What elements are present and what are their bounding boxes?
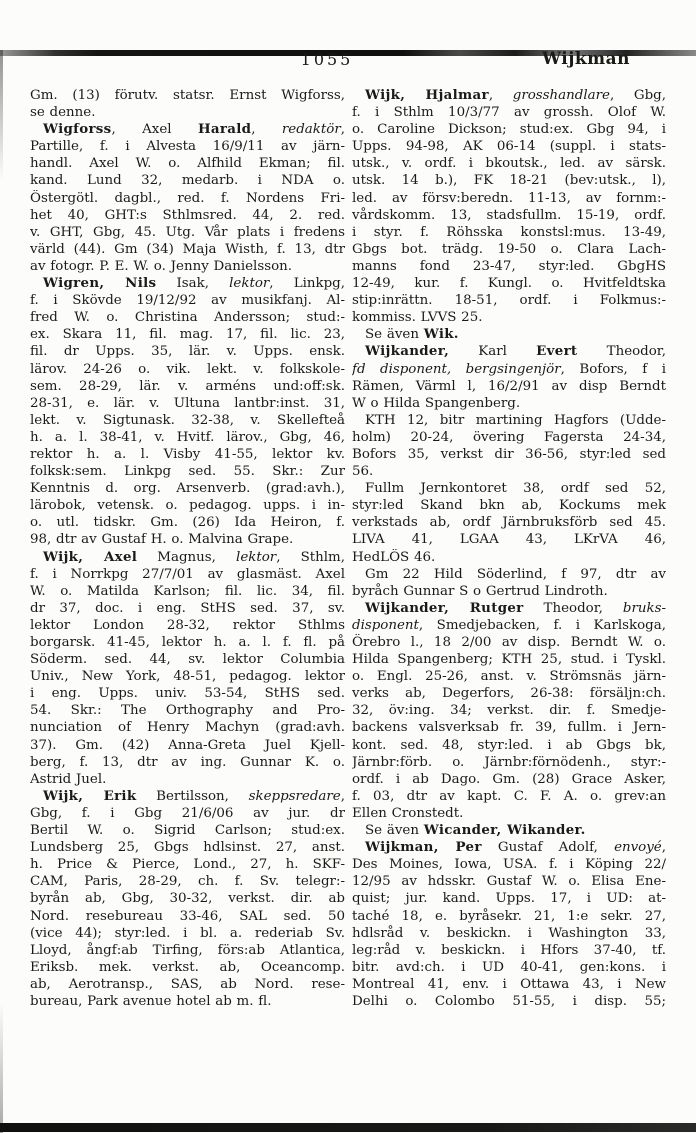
text-line: led. av försv:beredn. 11-13, av fornm:-: [352, 190, 666, 206]
text-line: sem. 28-29, lär. v. arméns und:off:sk.: [30, 378, 345, 394]
text-line: lärov. 24-26 o. vik. lekt. v. folkskole-: [30, 361, 345, 377]
text-line: 12/95 av hdsskr. Gustaf W. o. Elisa Ene-: [352, 874, 666, 890]
text-line: Gbgs bot. trädg. 19-50 o. Clara Lach-: [352, 241, 666, 257]
text-line: Lundsberg 25, Gbgs hdlsinst. 27, anst.: [30, 840, 345, 856]
text-line: styr:led Skand bkn ab, Kockums mek: [352, 498, 666, 514]
text-line: Ellen Cronstedt.: [352, 805, 464, 821]
text-line: bureau, Park avenue hotel ab m. fl.: [30, 993, 272, 1009]
entry-paragraph: [352, 343, 666, 411]
text-line: Söderm. sed. 44, sv. lektor Columbia: [30, 652, 345, 668]
text-line: Östergötl. dagbl., red. f. Nordens Fri-: [30, 190, 345, 206]
text-line: f. i Sthlm 10/3/77 av grossh. Olof W.: [352, 105, 666, 121]
entry-paragraph: [352, 412, 666, 480]
text-line: av fotogr. P. E. W. o. Jenny Danielsson.: [30, 258, 293, 274]
text-line: Se även Wik.: [365, 326, 459, 343]
text-line: f. i Skövde 19/12/92 av musikfanj. Al-: [30, 293, 345, 309]
text-line: dr 37, doc. i eng. StHS sed. 37, sv.: [30, 600, 345, 616]
text-line: fil. dr Upps. 35, lär. v. Upps. ensk.: [30, 344, 345, 360]
text-line: i eng. Upps. univ. 53-54, StHS sed.: [30, 686, 345, 702]
text-line: 28-31, e. lär. v. Ultuna lantbr:inst. 31,: [30, 395, 345, 411]
text-line: värld (44). Gm (34) Maja Wisth, f. 13, dtr: [30, 241, 345, 257]
text-line: Wijkander, Rutger Theodor, bruks-: [365, 599, 666, 616]
text-line: handl. Axel W. o. Alfhild Ekman; fil.: [30, 156, 345, 172]
scan-edge-left: [0, 50, 3, 1133]
text-line: h. a. l. 38-41, v. Hvitf. lärov., Gbg, 46,: [30, 429, 345, 445]
text-line: Hilda Spangenberg; KTH 25, stud. i Tyskl.: [352, 652, 666, 668]
text-line: Astrid Juel.: [30, 771, 107, 787]
text-line: o. Engl. 25-26, anst. v. Strömsnäs järn-: [352, 669, 666, 685]
text-block: [30, 87, 666, 1010]
entry-paragraph: [352, 839, 666, 1010]
entry-paragraph: [30, 87, 345, 121]
text-line: CAM, Paris, 28-29, ch. f. Sv. telegr:-: [30, 874, 345, 890]
text-line: Bertil W. o. Sigrid Carlson; stud:ex.: [30, 823, 345, 839]
text-line: kommiss. LVVS 25.: [352, 310, 483, 326]
text-line: Fullm Jernkontoret 38, ordf sed 52,: [365, 481, 666, 497]
text-line: o. Caroline Dickson; stud:ex. Gbg 94, i: [352, 122, 666, 138]
text-line: verks ab, Degerfors, 26-38: försäljn:ch.: [352, 686, 666, 702]
entry-paragraph: [352, 87, 666, 326]
text-line: manns fond 23-47, styr:led. GbgHS: [352, 258, 666, 274]
text-line: HedLÖS 46.: [352, 549, 436, 565]
text-line: bitr. avd:ch. i UD 40-41, gen:kons. i: [352, 959, 666, 975]
text-line: lekt. v. Sigtunask. 32-38, v. Skellefteå: [30, 412, 345, 428]
text-line: i styr. f. Röhsska konstsl:mus. 13-49,: [352, 224, 666, 240]
text-line: Partille, f. i Alvesta 16/9/11 av järn-: [30, 139, 345, 155]
text-line: 37). Gm. (42) Anna-Greta Juel Kjell-: [30, 737, 345, 753]
text-line: Wijkman, Per Gustaf Adolf, envoyé,: [365, 839, 666, 856]
text-line: utsk., v. ordf. i bkoutsk., led. av särsk.: [352, 156, 666, 172]
text-line: 12-49, kur. f. Kungl. o. Hvitfeldtska: [352, 276, 666, 292]
text-line: borgarsk. 41-45, lektor h. a. l. f. fl. på: [30, 635, 345, 650]
text-line: ab, Aerotransp., SAS, ab Nord. rese-: [30, 976, 345, 992]
text-line: fred W. o. Christina Andersson; stud:-: [30, 310, 345, 326]
text-line: 32, öv:ing. 34; verkst. dir. f. Smedje-: [352, 703, 666, 719]
text-line: Bofors 35, verkst dir 36-56, styr:led sed: [352, 446, 666, 462]
scan-edge-bottom: [0, 1123, 696, 1132]
text-line: se denne.: [30, 105, 96, 121]
text-line: lärobok, vetensk. o. pedagog. upps. i in-: [30, 498, 345, 514]
text-line: 56.: [352, 464, 374, 480]
text-line: Wijkander, Karl Evert Theodor,: [365, 343, 666, 360]
text-line: Örebro l., 18 2/00 av disp. Berndt W. o.: [352, 635, 666, 650]
page-header: [0, 50, 696, 76]
entry-paragraph: [352, 600, 666, 822]
text-line: kont. sed. 48, styr:led. i ab Gbgs bk,: [352, 737, 666, 753]
text-line: leg:råd v. beskickn. i Hfors 37-40, tf.: [352, 942, 666, 958]
text-line: lektor London 28-32, rektor Sthlms: [30, 617, 345, 633]
text-line: backens valsverksab fr. 39, fullm. i Jern-: [352, 720, 666, 736]
text-line: Wigforss, Axel Harald, redaktör,: [43, 121, 345, 138]
text-line: Wijk, Hjalmar, grosshandlare, Gbg,: [365, 87, 666, 103]
text-line: het 40, GHT:s Sthlmsred. 44, 2. red.: [30, 207, 345, 223]
text-line: Kenntnis d. org. Arsenverb. (grad:avh.),: [30, 481, 345, 497]
text-line: byrån ab, Gbg, 30-32, verkst. dir. ab: [30, 891, 345, 907]
text-line: f. 03, dtr av kapt. C. F. A. o. grev:an: [352, 788, 666, 804]
text-line: f. i Norrkpg 27/7/01 av glasmäst. Axel: [30, 566, 345, 582]
text-line: berg, f. 13, dtr av ing. Gunnar K. o.: [30, 754, 345, 770]
text-line: Eriksb. mek. verkst. ab, Oceancomp.: [30, 959, 345, 975]
text-line: ex. Skara 11, fil. mag. 17, fil. lic. 23,: [30, 327, 345, 343]
entry-paragraph: [30, 121, 345, 275]
text-line: folksk:sem. Linkpg sed. 55. Skr.: Zur: [30, 464, 345, 480]
entry-paragraph: [30, 549, 345, 788]
text-line: v. GHT, Gbg, 45. Utg. Vår plats i fredens: [30, 224, 345, 240]
text-line: Montreal 41, env. i Ottawa 43, i New: [352, 976, 666, 992]
text-line: Lloyd, ångf:ab Tirfing, förs:ab Atlantica,: [30, 942, 345, 958]
text-line: Univ., New York, 48-51, pedagog. lektor: [30, 669, 345, 685]
text-line: quist; jur. kand. Upps. 17, i UD: at-: [352, 891, 666, 907]
text-line: vårdskomm. 13, stadsfullm. 15-19, ordf.: [352, 207, 666, 223]
text-line: Wigren, Nils Isak, lektor, Linkpg,: [43, 275, 345, 292]
text-line: Gm. (13) förutv. statsr. Ernst Wigforss,: [30, 88, 345, 103]
text-line: byråch Gunnar S o Gertrud Lindroth.: [352, 583, 608, 599]
entry-paragraph: [30, 275, 345, 549]
entry-paragraph: [352, 326, 666, 343]
entry-paragraph: [352, 566, 666, 600]
text-line: Des Moines, Iowa, USA. f. i Köping 22/: [352, 857, 666, 873]
left-column: [30, 87, 345, 1010]
page-number: 1055: [300, 50, 354, 69]
text-line: rektor h. a. l. Visby 41-55, lektor kv.: [30, 446, 345, 462]
text-line: Wijk, Erik Bertilsson, skeppsredare,: [43, 787, 345, 804]
text-line: utsk. 14 b.), FK 18-21 (bev:utsk., l),: [352, 173, 666, 189]
entry-paragraph: [30, 788, 345, 1010]
text-line: hdlsråd v. beskickn. i Washington 33,: [352, 925, 666, 941]
text-line: h. Price & Pierce, Lond., 27, h. SKF-: [30, 857, 345, 873]
text-line: fd disponent, bergsingenjör, Bofors, f i: [352, 361, 666, 377]
text-line: disponent, Smedjebacken, f. i Karlskoga,: [352, 617, 666, 633]
text-line: verkstads ab, ordf Järnbruksförb sed 45.: [352, 515, 666, 531]
text-line: 54. Skr.: The Orthography and Pro-: [30, 703, 345, 719]
text-line: LIVA 41, LGAA 43, LKrVA 46,: [352, 532, 666, 548]
text-line: KTH 12, bitr martining Hagfors (Udde-: [365, 412, 666, 428]
text-line: ordf. i ab Dago. Gm. (28) Grace Asker,: [352, 771, 666, 787]
text-line: Gbg, f. i Gbg 21/6/06 av jur. dr: [30, 805, 345, 821]
entry-paragraph: [352, 480, 666, 565]
text-line: holm) 20-24, övering Fagersta 24-34,: [352, 429, 666, 445]
right-column: [352, 87, 666, 1010]
text-line: Rämen, Värml l, 16/2/91 av disp Berndt: [352, 378, 666, 394]
running-head-keyword: Wijkman: [541, 49, 630, 69]
text-line: Wijk, Axel Magnus, lektor, Sthlm,: [43, 548, 345, 565]
text-line: kand. Lund 32, medarb. i NDA o.: [30, 173, 345, 189]
text-line: Delhi o. Colombo 51-55, i disp. 55;: [352, 993, 666, 1009]
entry-paragraph: [352, 822, 666, 839]
text-line: Upps. 94-98, AK 06-14 (suppl. i stats-: [352, 139, 666, 155]
text-line: Järnbr:förb. o. Järnbr:förnödenh., styr:-: [352, 754, 666, 770]
text-line: Nord. resebureau 33-46, SAL sed. 50: [30, 908, 345, 924]
text-line: (vice 44); styr:led. i bl. a. rederiab Sv.: [30, 925, 345, 941]
text-line: taché 18, e. byråsekr. 21, 1:e sekr. 27,: [352, 908, 666, 924]
text-line: nunciation of Henry Machyn (grad:avh.: [30, 720, 345, 736]
text-line: 98, dtr av Gustaf H. o. Malvina Grape.: [30, 532, 294, 548]
text-line: W o Hilda Spangenberg.: [352, 395, 521, 411]
text-line: Se även Wicander, Wikander.: [365, 822, 586, 839]
text-line: o. utl. tidskr. Gm. (26) Ida Heiron, f.: [30, 515, 345, 531]
text-line: stip:inrättn. 18-51, ordf. i Folkmus:-: [352, 293, 666, 309]
text-line: W. o. Matilda Karlson; fil. lic. 34, fil.: [30, 583, 345, 599]
text-line: Gm 22 Hild Söderlind, f 97, dtr av: [365, 566, 666, 582]
